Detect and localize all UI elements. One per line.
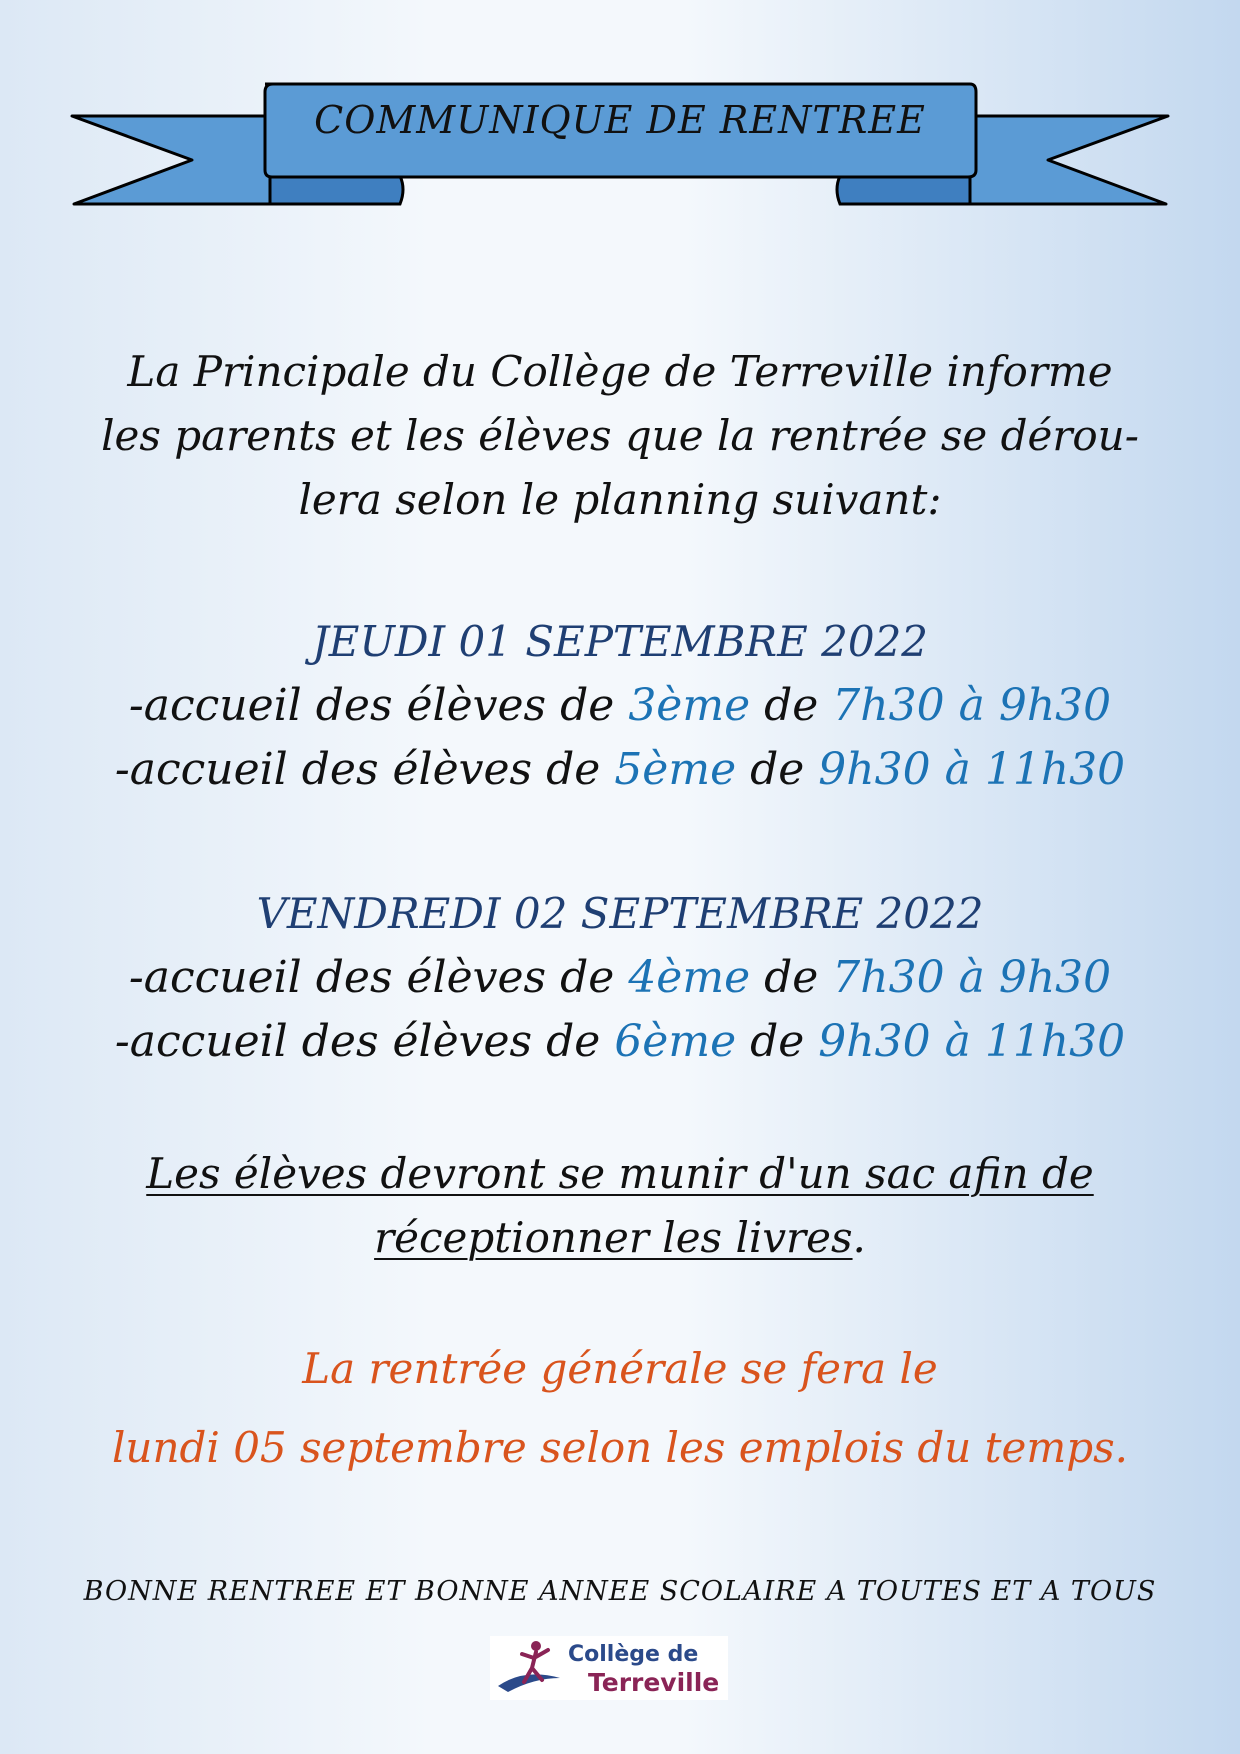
level: 4ème <box>628 952 751 1003</box>
note-line: Les élèves devront se munir d'un sac afin de <box>146 1149 1094 1198</box>
time-range: 7h30 à 9h30 <box>832 680 1112 731</box>
schedule-row: -accueil des élèves de 3ème de 7h30 à 9h30 <box>128 680 1112 731</box>
day-heading: VENDREDI 02 SEPTEMBRE 2022 <box>256 889 984 938</box>
intro-line: les parents et les élèves que la rentrée se dérou- <box>101 411 1139 460</box>
level: 3ème <box>628 680 751 731</box>
closing-wish: BONNE RENTREE ET BONNE ANNEE SCOLAIRE A TOUTES ET A TOUS <box>83 1576 1157 1607</box>
intro-line: La Principale du Collège de Terreville informe <box>127 347 1113 396</box>
general-start-line-2: lundi 05 septembre selon les emplois du temps. <box>112 1423 1128 1472</box>
logo-text-line-1: Collège de <box>568 1642 699 1667</box>
schedule-row: -accueil des élèves de 6ème de 9h30 à 11h30 <box>114 1016 1126 1067</box>
level: 5ème <box>614 744 737 795</box>
level: 6ème <box>614 1016 737 1067</box>
schedule-row: -accueil des élèves de 4ème de 7h30 à 9h30 <box>128 952 1112 1003</box>
schedule-row: -accueil des élèves de 5ème de 9h30 à 11h30 <box>114 744 1126 795</box>
time-range: 9h30 à 11h30 <box>818 1016 1126 1067</box>
dancer-logo-icon <box>494 1638 564 1698</box>
page-title: COMMUNIQUE DE RENTREE <box>314 98 926 142</box>
intro-line: lera selon le planning suivant: <box>298 475 942 524</box>
intro-paragraph <box>0 340 1240 532</box>
ribbon-banner <box>70 78 1170 213</box>
college-logo <box>490 1636 728 1700</box>
general-start-line-1: La rentrée générale se fera le <box>302 1344 938 1393</box>
note-line: réceptionner les livres <box>374 1213 853 1262</box>
day-heading: JEUDI 01 SEPTEMBRE 2022 <box>311 617 929 666</box>
time-range: 9h30 à 11h30 <box>818 744 1126 795</box>
time-range: 7h30 à 9h30 <box>832 952 1112 1003</box>
schedule-day-1 <box>0 610 1240 802</box>
schedule-day-2 <box>0 882 1240 1074</box>
logo-text-line-2: Terreville <box>588 1668 720 1697</box>
books-note: Les élèves devront se munir d'un sac afin de réceptionner les livres. <box>146 1149 1094 1262</box>
